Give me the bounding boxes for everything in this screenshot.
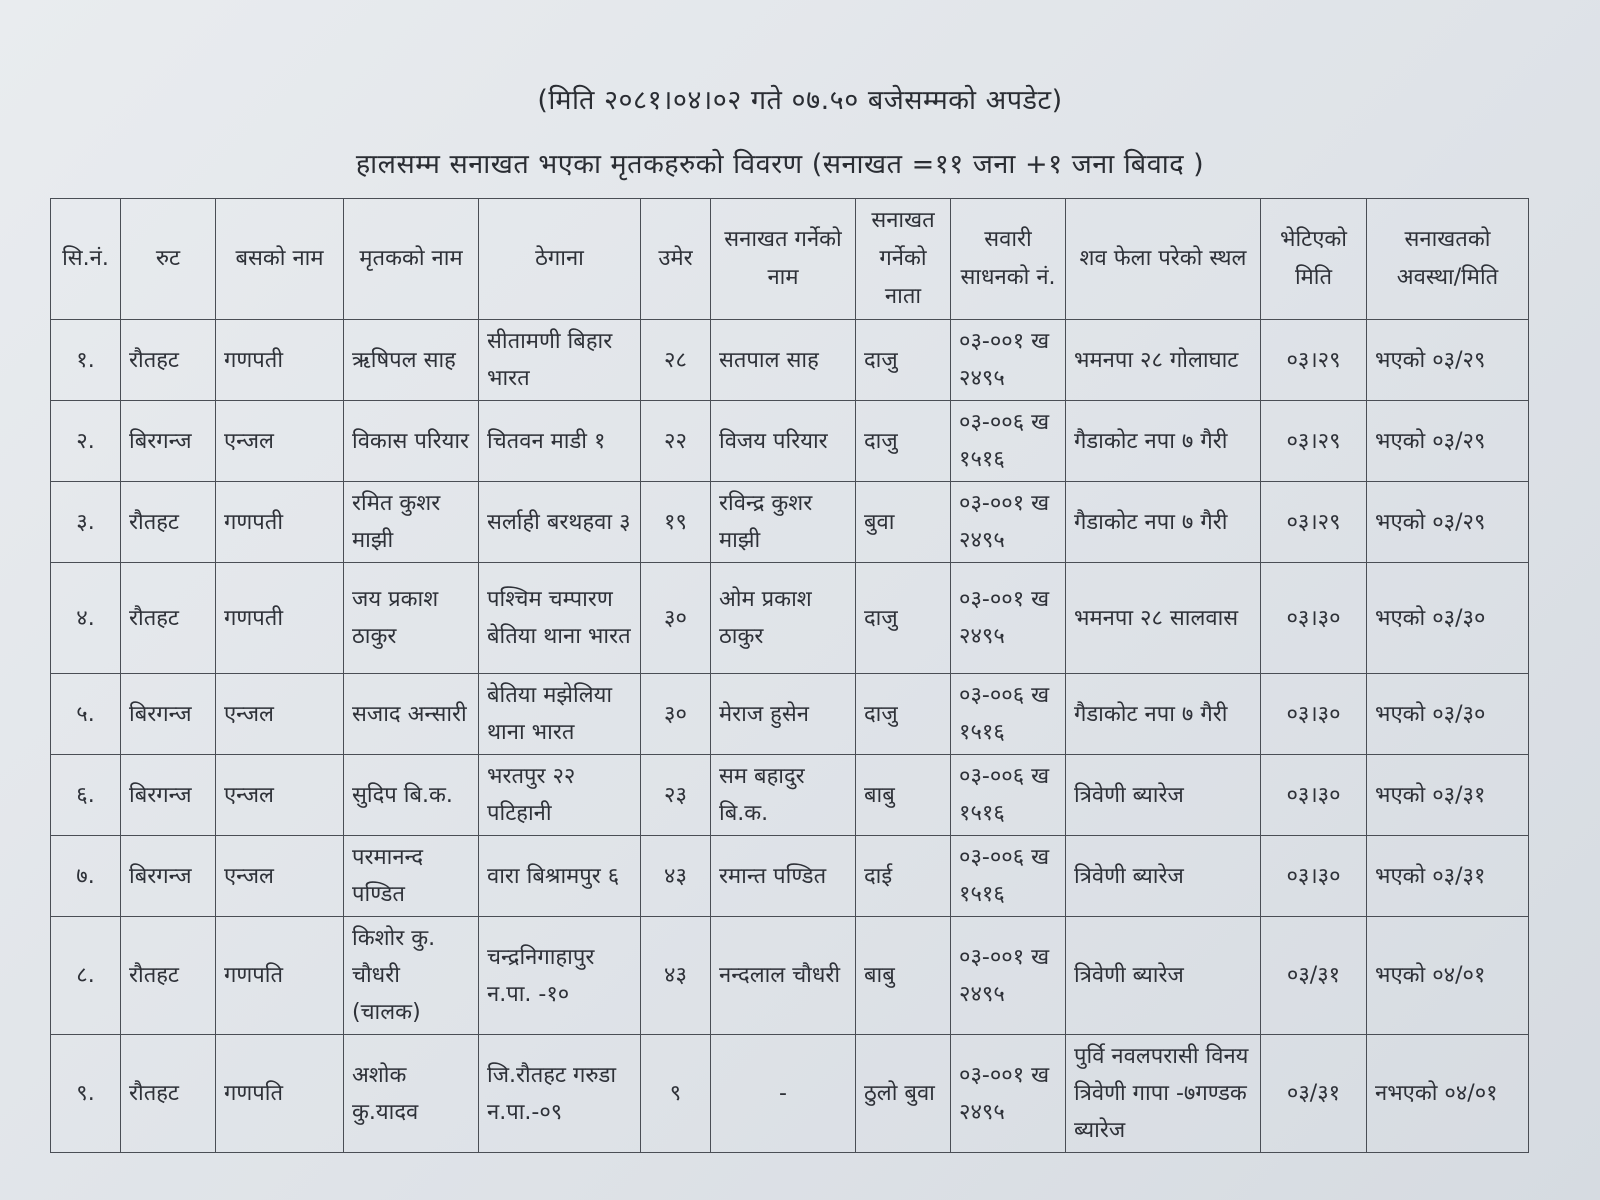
col-header-age: उमेर [641, 199, 711, 320]
cell-name: सुदिप बि.क. [344, 755, 479, 836]
cell-found-date: ०३।३० [1261, 563, 1367, 674]
cell-identifier: ओम प्रकाश ठाकुर [711, 563, 856, 674]
cell-identifier: रमान्त पण्डित [711, 836, 856, 917]
cell-name: सजाद अन्सारी [344, 674, 479, 755]
cell-place: गैडाकोट नपा ७ गैरी [1066, 482, 1261, 563]
cell-relation: दाजु [856, 674, 951, 755]
cell-vehicle: ०३-००६ ख १५१६ [951, 755, 1066, 836]
cell-bus: एन्जल [216, 836, 344, 917]
table-row [51, 1035, 1529, 1153]
cell-route: बिरगन्ज [121, 401, 216, 482]
cell-route: रौतहट [121, 917, 216, 1035]
cell-address: जि.रौतहट गरुडा न.पा.-०९ [479, 1035, 641, 1153]
cell-vehicle: ०३-००६ ख १५१६ [951, 401, 1066, 482]
cell-route: रौतहट [121, 1035, 216, 1153]
cell-name: किशोर कु. चौधरी (चालक) [344, 917, 479, 1035]
cell-identifier: नन्दलाल चौधरी [711, 917, 856, 1035]
cell-status: भएको ०३/२९ [1367, 320, 1529, 401]
cell-bus: एन्जल [216, 401, 344, 482]
cell-place: त्रिवेणी ब्यारेज [1066, 917, 1261, 1035]
cell-route: बिरगन्ज [121, 674, 216, 755]
col-header-relation: सनाखत गर्नेको नाता [856, 199, 951, 320]
cell-relation: दाजु [856, 401, 951, 482]
table-row [51, 917, 1529, 1035]
cell-sn: २. [51, 401, 121, 482]
cell-identifier: सम बहादुर बि.क. [711, 755, 856, 836]
cell-place: पुर्वि नवलपरासी विनय त्रिवेणी गापा -७गण्डक ब्यारेज [1066, 1035, 1261, 1153]
cell-status: भएको ०३/२९ [1367, 401, 1529, 482]
cell-route: बिरगन्ज [121, 755, 216, 836]
cell-sn: १. [51, 320, 121, 401]
cell-age: ३० [641, 563, 711, 674]
col-header-status: सनाखतको अवस्था/मिति [1367, 199, 1529, 320]
cell-name: ऋषिपल साह [344, 320, 479, 401]
col-header-place: शव फेला परेको स्थल [1066, 199, 1261, 320]
cell-age: ४३ [641, 836, 711, 917]
cell-vehicle: ०३-००१ ख २४९५ [951, 320, 1066, 401]
cell-bus: गणपति [216, 917, 344, 1035]
cell-name: अशोक कु.यादव [344, 1035, 479, 1153]
cell-sn: ७. [51, 836, 121, 917]
cell-relation: ठुलो बुवा [856, 1035, 951, 1153]
col-header-vehicle: सवारी साधनको नं. [951, 199, 1066, 320]
cell-status: भएको ०३/३१ [1367, 755, 1529, 836]
cell-vehicle: ०३-००६ ख १५१६ [951, 836, 1066, 917]
cell-found-date: ०३।२९ [1261, 320, 1367, 401]
cell-status: भएको ०३/३१ [1367, 836, 1529, 917]
cell-address: सर्लाही बरथहवा ३ [479, 482, 641, 563]
cell-place: भमनपा २८ गोलाघाट [1066, 320, 1261, 401]
cell-identifier: विजय परियार [711, 401, 856, 482]
cell-route: रौतहट [121, 563, 216, 674]
cell-found-date: ०३।३० [1261, 755, 1367, 836]
cell-place: गैडाकोट नपा ७ गैरी [1066, 401, 1261, 482]
col-header-bus: बसको नाम [216, 199, 344, 320]
table-row [51, 563, 1529, 674]
cell-bus: गणपती [216, 482, 344, 563]
cell-bus: गणपति [216, 1035, 344, 1153]
cell-identifier: - [711, 1035, 856, 1153]
col-header-name: मृतकको नाम [344, 199, 479, 320]
cell-relation: बाबु [856, 917, 951, 1035]
cell-name: जय प्रकाश ठाकुर [344, 563, 479, 674]
table-row [51, 320, 1529, 401]
cell-identifier: रविन्द्र कुशर माझी [711, 482, 856, 563]
cell-relation: दाजु [856, 320, 951, 401]
cell-name: विकास परियार [344, 401, 479, 482]
cell-vehicle: ०३-००१ ख २४९५ [951, 563, 1066, 674]
cell-found-date: ०३।३० [1261, 674, 1367, 755]
cell-sn: ५. [51, 674, 121, 755]
update-note: (मिति २०८१।०४।०२ गते ०७.५० बजेसम्मको अपडेट) [537, 85, 1063, 116]
cell-address: भरतपुर २२ पटिहानी [479, 755, 641, 836]
cell-address: वारा बिश्रामपुर ६ [479, 836, 641, 917]
col-header-identifier: सनाखत गर्नेको नाम [711, 199, 856, 320]
col-header-sn: सि.नं. [51, 199, 121, 320]
cell-age: २८ [641, 320, 711, 401]
cell-found-date: ०३।३० [1261, 836, 1367, 917]
table-row [51, 836, 1529, 917]
cell-status: नभएको ०४/०१ [1367, 1035, 1529, 1153]
cell-address: पश्चिम चम्पारण बेतिया थाना भारत [479, 563, 641, 674]
table-row [51, 401, 1529, 482]
col-header-address: ठेगाना [479, 199, 641, 320]
cell-bus: एन्जल [216, 755, 344, 836]
cell-name: रमित कुशर माझी [344, 482, 479, 563]
table-header-row [51, 199, 1529, 320]
cell-vehicle: ०३-००६ ख १५१६ [951, 674, 1066, 755]
cell-address: सीतामणी बिहार भारत [479, 320, 641, 401]
cell-vehicle: ०३-००१ ख २४९५ [951, 1035, 1066, 1153]
cell-status: भएको ०३/३० [1367, 563, 1529, 674]
cell-relation: बुवा [856, 482, 951, 563]
cell-age: ३० [641, 674, 711, 755]
cell-vehicle: ०३-००१ ख २४९५ [951, 482, 1066, 563]
cell-status: भएको ०३/३० [1367, 674, 1529, 755]
cell-age: २२ [641, 401, 711, 482]
deceased-table [50, 198, 1529, 1153]
cell-sn: ९. [51, 1035, 121, 1153]
cell-bus: गणपती [216, 320, 344, 401]
cell-relation: दाई [856, 836, 951, 917]
cell-bus: गणपती [216, 563, 344, 674]
col-header-found-date: भेटिएको मिति [1261, 199, 1367, 320]
cell-sn: ६. [51, 755, 121, 836]
cell-found-date: ०३/३१ [1261, 1035, 1367, 1153]
cell-found-date: ०३।२९ [1261, 401, 1367, 482]
cell-relation: बाबु [856, 755, 951, 836]
cell-sn: ८. [51, 917, 121, 1035]
cell-vehicle: ०३-००१ ख २४९५ [951, 917, 1066, 1035]
cell-age: ४३ [641, 917, 711, 1035]
cell-status: भएको ०४/०१ [1367, 917, 1529, 1035]
cell-place: गैडाकोट नपा ७ गैरी [1066, 674, 1261, 755]
cell-age: २३ [641, 755, 711, 836]
table-row [51, 482, 1529, 563]
cell-status: भएको ०३/२९ [1367, 482, 1529, 563]
cell-found-date: ०३।२९ [1261, 482, 1367, 563]
cell-route: बिरगन्ज [121, 836, 216, 917]
cell-identifier: सतपाल साह [711, 320, 856, 401]
cell-name: परमानन्द पण्डित [344, 836, 479, 917]
cell-place: त्रिवेणी ब्यारेज [1066, 836, 1261, 917]
page-title: हालसम्म सनाखत भएका मृतकहरुको विवरण (सनाखत =११ जना +१ जना बिवाद ) [355, 149, 1205, 180]
cell-place: भमनपा २८ सालवास [1066, 563, 1261, 674]
cell-relation: दाजु [856, 563, 951, 674]
table-row [51, 674, 1529, 755]
cell-age: ९ [641, 1035, 711, 1153]
cell-sn: ४. [51, 563, 121, 674]
cell-address: चन्द्रनिगाहापुर न.पा. -१० [479, 917, 641, 1035]
cell-address: बेतिया मझेलिया थाना भारत [479, 674, 641, 755]
table-row [51, 755, 1529, 836]
deceased-table-wrapper [50, 198, 1528, 1153]
cell-identifier: मेराज हुसेन [711, 674, 856, 755]
cell-found-date: ०३/३१ [1261, 917, 1367, 1035]
cell-route: रौतहट [121, 482, 216, 563]
cell-address: चितवन माडी १ [479, 401, 641, 482]
cell-place: त्रिवेणी ब्यारेज [1066, 755, 1261, 836]
cell-age: १९ [641, 482, 711, 563]
cell-route: रौतहट [121, 320, 216, 401]
cell-bus: एन्जल [216, 674, 344, 755]
cell-sn: ३. [51, 482, 121, 563]
col-header-route: रुट [121, 199, 216, 320]
